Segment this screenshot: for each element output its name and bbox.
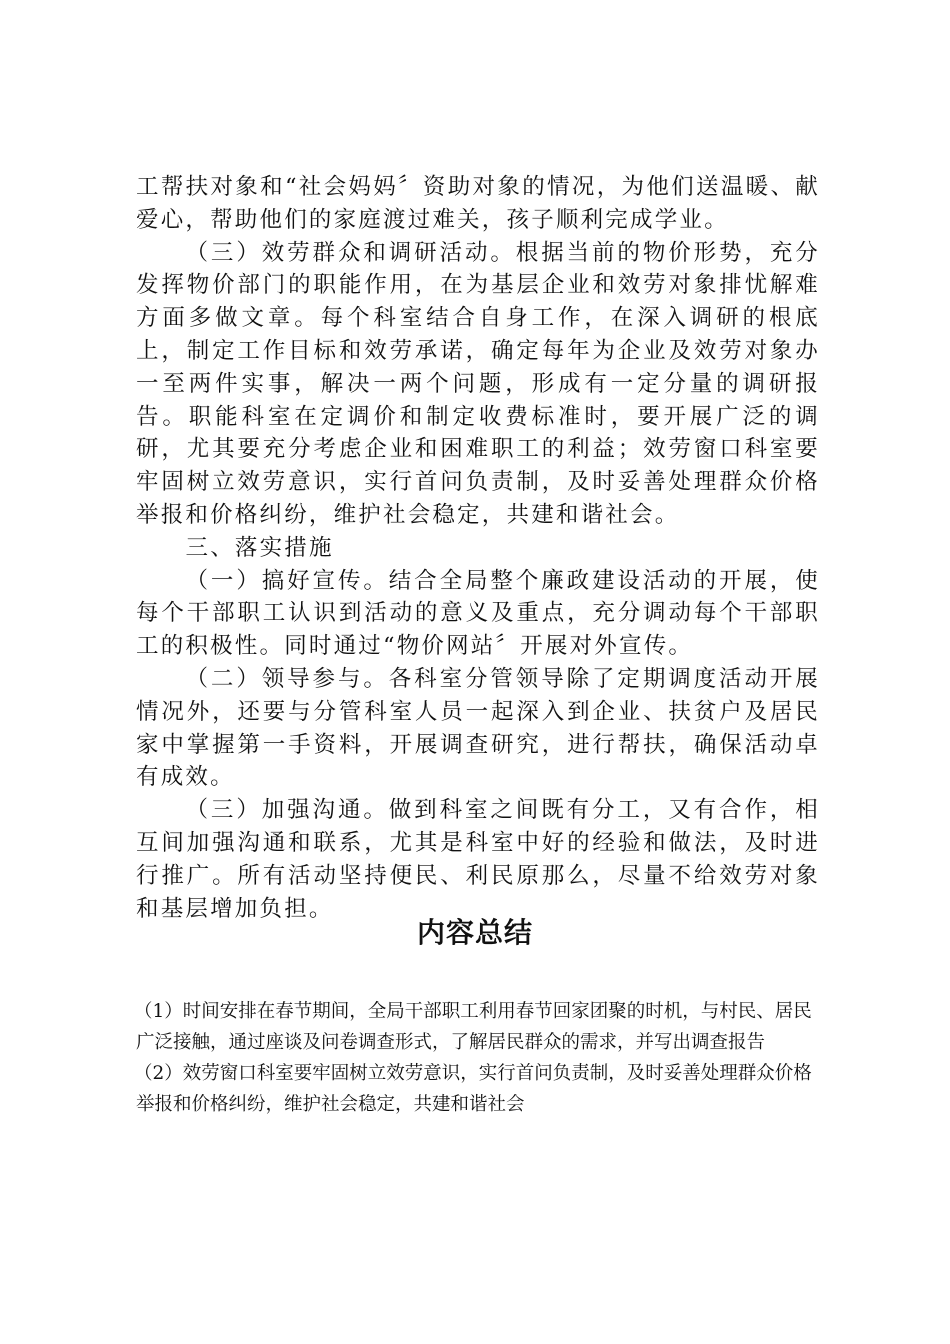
summary-title: 内容总结 xyxy=(416,916,533,949)
paragraph-service-research: （三）效劳群众和调研活动。根据当前的物价形势，充分发挥物价部门的职能作用，在为基层企业和效劳对象排忧解难方面多做文章。每个科室结合自身工作，在深入调研的根底上，制定工作目标和效劳承诺，确定每年为企业及效劳对象办一至两件实事，解决一两个问题，形成有一定分量的调研报告。职能科室在定调价和制定收费标准时，要开展广泛的调研，尤其要充分考虑企业和困难职工的利益；效劳窗口科室要牢固树立效劳意识，实行首问负责制，及时妥善处理群众价格举报和价格纠纷，维护社会稳定，共建和谐社会。 xyxy=(136,239,820,528)
summary-item: （1）时间安排在春节期间，全局干部职工利用春节回家团聚的时机，与村民、居民广泛接触，通过座谈及问卷调查形式，了解居民群众的需求，并写出调查报告 xyxy=(134,1001,812,1053)
paragraph-support-continuation: 工帮扶对象和“社会妈妈〞资助对象的情况，为他们送温暖、献爱心，帮助他们的家庭渡过难关，孩子顺利完成学业。 xyxy=(136,174,820,233)
document-body xyxy=(136,171,820,925)
paragraph-communication: （三）加强沟通。做到科室之间既有分工，又有合作，相互间加强沟通和联系，尤其是科室中好的经验和做法，及时进行推广。所有活动坚持便民、利民原那么，尽量不给效劳对象和基层增加负担。 xyxy=(136,797,820,922)
summary-item: （2）效劳窗口科室要牢固树立效劳意识，实行首问负责制，及时妥善处理群众价格举报和价格纠纷，维护社会稳定，共建和谐社会 xyxy=(134,1063,812,1115)
summary-list xyxy=(136,996,826,1120)
paragraph-leadership: （二）领导参与。各科室分管领导除了定期调度活动开展情况外，还要与分管科室人员一起深入到企业、扶贫户及居民家中掌握第一手资料，开展调查研究，进行帮扶，确保活动卓有成效。 xyxy=(136,665,820,791)
paragraph-publicity: （一）搞好宣传。结合全局整个廉政建设活动的开展，使每个干部职工认识到活动的意义及重点，充分调动每个干部职工的积极性。同时通过“物价网站〞开展对外宣传。 xyxy=(136,567,820,660)
section-heading-measures: 三、落实措施 xyxy=(185,534,334,561)
